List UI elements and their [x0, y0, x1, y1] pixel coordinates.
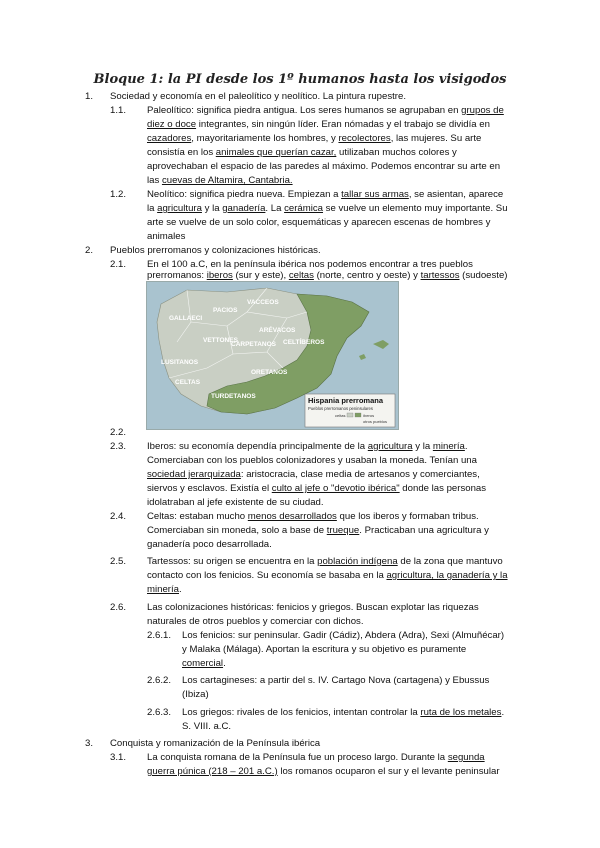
item-2-5-line: Tartessos: su origen se encuentra en la población indígena de la zona que mantuvo [147, 556, 503, 567]
item-1-1-line: las cuevas de Altamira, Cantabria. [147, 175, 293, 186]
item-3-1-number: 3.1. [110, 752, 127, 763]
item-1-1-line: cazadores, mayoritariamente los hombres, y recolectores, las mujeres. Su arte [147, 133, 482, 144]
section-2-number: 2. [85, 245, 94, 256]
item-2-5-number: 2.5. [110, 556, 127, 567]
item-2-2-number: 2.2. [110, 427, 127, 438]
item-2-6-1-number: 2.6.1. [147, 630, 172, 641]
item-1-1-line: Paleolítico: significa piedra antigua. Los seres humanos se agrupaban en grupos de [147, 105, 504, 116]
item-2-6-1-line: comercial. [182, 658, 226, 669]
map-label-vettones: VETTONES [203, 337, 238, 344]
map-label-lusitanos: LUSITANOS [161, 359, 199, 366]
item-2-6-3-line: S. VIII. a.C. [182, 721, 232, 732]
item-2-4-line: Celtas: estaban mucho menos desarrollados que los iberos y formaban tribus. [147, 511, 479, 522]
section-1-number: 1. [85, 91, 94, 102]
item-2-6-3-line: Los griegos: rivales de los fenicios, intentan controlar la ruta de los metales. [182, 707, 505, 718]
item-2-6-2-number: 2.6.2. [147, 675, 172, 686]
item-3-1-line: guerra púnica (218 – 201 a.C.) los romanos ocuparon el sur y el levante peninsular [147, 766, 500, 777]
item-1-1-line: diez o doce integrantes, sin ningún líder. Eran nómadas y el trabajo se dividía en [147, 119, 490, 130]
item-3-1-line: La conquista romana de la Península fue un proceso largo. Durante la segunda [147, 752, 485, 763]
map-label-vacceos: VACCEOS [247, 299, 279, 306]
item-2-6-2-line: (Ibiza) [182, 689, 209, 700]
map-label-carpetanos: CARPETANOS [231, 341, 277, 348]
item-1-1-number: 1.1. [110, 105, 127, 116]
item-2-6-1-line: y Malaka (Málaga). Aportan la escritura y su objetivo es puramente [182, 644, 467, 655]
item-2-3-number: 2.3. [110, 441, 127, 452]
item-2-6-2-line: Los cartagineses: a partir del s. IV. Cartago Nova (cartagena) y Ebussus [182, 675, 490, 686]
section-1-heading: Sociedad y economía en el paleolítico y neolítico. La pintura rupestre. [110, 91, 406, 102]
item-2-3-line: Comerciaban con los pueblos colonizadores y usaban la moneda. Tenían una [147, 455, 477, 466]
map-label-arevacos: ARÉVACOS [259, 327, 296, 334]
item-2-5-line: minería. [147, 584, 182, 595]
item-2-1-number: 2.1. [110, 259, 127, 270]
item-2-4-number: 2.4. [110, 511, 127, 522]
item-2-3-line: Iberos: su economía dependía principalmente de la agricultura y la minería. [147, 441, 468, 452]
item-1-2-line: Neolítico: significa piedra nueva. Empiezan a tallar sus armas, se asientan, aparece [147, 189, 504, 200]
map-label-celtas: CELTAS [175, 379, 201, 386]
item-2-6-1-line: Los fenicios: sur peninsular. Gadir (Cádiz), Abdera (Adra), Sexi (Almuñécar) [182, 630, 505, 641]
item-2-3-line: sociedad jerarquizada: aristocracia, clase media de artesanos y comerciantes, [147, 469, 480, 480]
item-2-4-line: ganadería poco desarrollada. [147, 539, 272, 550]
map-legend-iberos: íberos [363, 413, 375, 418]
section-3-heading: Conquista y romanización de la Península ibérica [110, 738, 321, 749]
map-subtitle: Pueblos prerromanos peninsulares [308, 406, 373, 411]
document-title: Bloque 1: la PI desde los 1º humanos hasta los visigodos [93, 72, 507, 87]
item-1-1-line: consistía en los animales que querían cazar, utilizaban muchos colores y [147, 147, 457, 158]
item-2-3-line: idolatraban al jefe existente de su ciudad. [147, 497, 324, 508]
item-1-2-line: la agricultura y la ganadería. La cerámica se vuelve un elemento muy importante. Su [147, 203, 508, 214]
map-legend-celtas: celtas [335, 413, 346, 418]
map-label-pacios: PACIOS [213, 307, 238, 314]
item-1-2-number: 1.2. [110, 189, 127, 200]
map-label-gallaeci: GALLAECI [169, 315, 203, 322]
section-3-number: 3. [85, 738, 94, 749]
item-2-4-line: Comerciaban sin moneda, solo a base de trueque. Practicaban una agricultura y [147, 525, 489, 536]
item-1-2-line: arte se vuelve de un solo color, esquemáticas y aparecen escenas de hombres y [147, 217, 491, 228]
item-2-1-line: prerromanos: iberos (sur y este), celtas (norte, centro y oeste) y tartessos (sudoeste) [147, 270, 508, 281]
map-title: Hispania prerromana [308, 396, 384, 405]
map-label-oretanos: ORETANOS [251, 369, 288, 376]
item-2-6-line: naturales de otros pueblos y comerciar con dichos. [147, 616, 364, 627]
section-2-heading: Pueblos prerromanos y colonizaciones históricas. [110, 245, 321, 256]
map-label-celtiberos: CELTÍBEROS [283, 339, 325, 346]
prerroman-hispania-map [146, 281, 399, 430]
item-2-6-line: Las colonizaciones históricas: fenicios y griegos. Buscan explotar las riquezas [147, 602, 479, 613]
item-2-1-line: En el 100 a.C, en la península ibérica nos podemos encontrar a tres pueblos [147, 259, 473, 270]
item-2-5-line: contacto con los fenicios. Su economía se basaba en la agricultura, la ganadería y la [147, 570, 508, 581]
item-2-6-number: 2.6. [110, 602, 127, 613]
item-2-6-3-number: 2.6.3. [147, 707, 172, 718]
item-2-3-line: siervos y esclavos. Existía el culto al jefe o "devotio ibérica" donde las personas [147, 483, 487, 494]
item-1-1-line: aprovechaban el espacio de las paredes al máximo. Podemos encontrar su arte en [147, 161, 501, 172]
item-1-2-line: animales [147, 231, 186, 242]
map-legend-otros: otros pueblos [363, 419, 388, 424]
map-label-turdetanos: TURDETANOS [211, 393, 256, 400]
